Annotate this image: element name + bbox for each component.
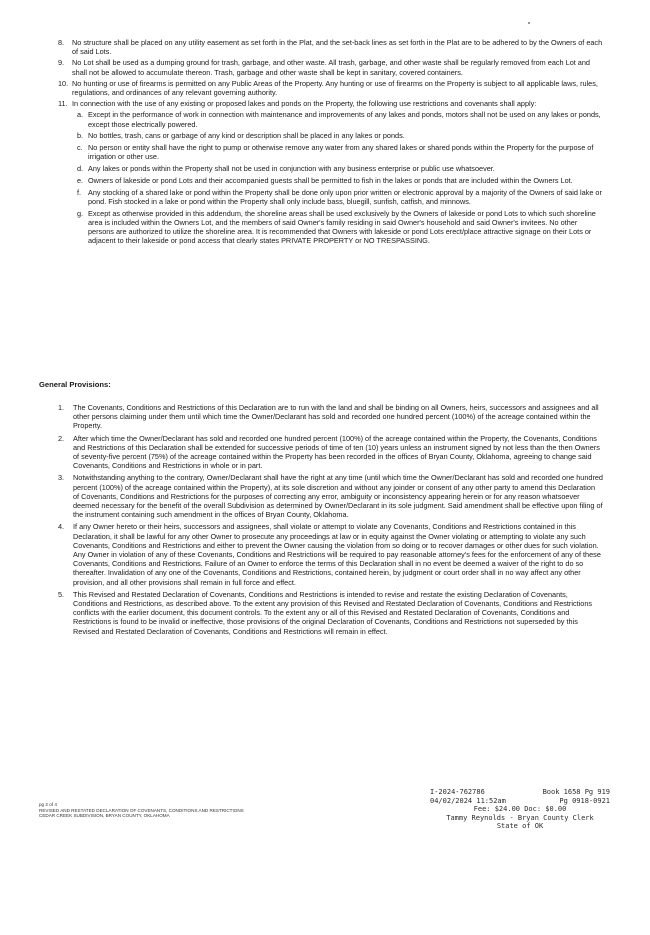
list-item bbox=[58, 522, 603, 586]
item-text: In connection with the use of any existing or proposed lakes and ponds on the Property, the following use restrictions and covenants shall apply: bbox=[72, 99, 537, 109]
item-text: This Revised and Restated Declaration of Covenants, Conditions and Restrictions is intended to revise and restate the existing Declaration of Covenants, Conditions and Restrictions, as described above. To the extent any provision of this Revised and Restated Declaration of Covenants, Conditions and Restrictions conflicts with the earlier document, this document controls. To the extent any or all of this Revised and Restated Declaration of Covenants, Conditions and Restrictions is found to be invalid or ineffective, those provisions of the original Declaration of Covenants, Conditions and Restrictions not superseded by this Revised and Restated Declaration of Covenants, Conditions and Restrictions will remain in effect. bbox=[73, 589, 593, 636]
sub-item-letter: b. bbox=[77, 131, 84, 141]
sub-item-letter: f. bbox=[77, 187, 82, 197]
item-number: 1. bbox=[58, 403, 65, 412]
item-number: 5. bbox=[58, 589, 65, 599]
scan-speck bbox=[528, 22, 530, 24]
item-number: 8. bbox=[58, 38, 65, 47]
state: State of OK bbox=[496, 822, 544, 831]
sublist-item bbox=[72, 164, 603, 173]
sub-item-text: Any lakes or ponds within the Property shall not be used in conjunction with any business enterprise or public use whatsoever. bbox=[88, 164, 495, 174]
sub-item-text: Any stocking of a shared lake or pond within the Property shall be done only upon prior written or electronic approval by a majority of the Owners of said lake or pond. Fish stocked in a lake or pond within the Property shall only include bass, bluegill, sunfish, catfish, and minnows. bbox=[88, 187, 602, 207]
list-item bbox=[58, 99, 603, 245]
page-number: pg 2 of 4 bbox=[39, 802, 57, 807]
item-text: No hunting or use of firearms is permitted on any Public Areas of the Property. Any hunting or use of firearms on the Property is subject to all applicable laws, rules, regulations, and ordinances of any relevant governing authority. bbox=[72, 78, 598, 98]
list-item bbox=[58, 473, 603, 519]
sublist-item bbox=[72, 188, 603, 206]
list-item bbox=[58, 58, 603, 76]
sub-item-letter: e. bbox=[77, 176, 84, 186]
sublist-item bbox=[72, 143, 603, 161]
sub-item-text: No person or entity shall have the right to pump or otherwise remove any water from any shared lakes or shared ponds within the Property for the purpose of irrigation or other use. bbox=[88, 143, 594, 162]
restrictions-list bbox=[58, 38, 603, 248]
sub-item-letter: d. bbox=[77, 164, 84, 174]
list-item bbox=[58, 79, 603, 97]
general-provisions-list bbox=[58, 403, 603, 639]
instrument-number: I-2024-762786 bbox=[430, 788, 485, 796]
item-number: 3. bbox=[58, 473, 65, 483]
sublist-item bbox=[72, 131, 603, 140]
sub-item-text: Owners of lakeside or pond Lots and their accompanied guests shall be permitted to fish in the lakes or ponds that are included within the Owners Lot. bbox=[88, 176, 573, 186]
book-page: Book 1658 Pg 919 bbox=[542, 788, 610, 796]
sub-item-text: No bottles, trash, cans or garbage of any kind or description shall be placed in any lakes or ponds. bbox=[88, 131, 405, 141]
item-number: 2. bbox=[58, 433, 65, 443]
footer-subdivision: CEDAR CREEK SUBDIVISION, BRYAN COUNTY, OKLAHOMA bbox=[39, 813, 170, 819]
sublist-item bbox=[72, 209, 603, 246]
list-item bbox=[58, 434, 603, 471]
item-number: 11. bbox=[58, 99, 68, 109]
list-item bbox=[58, 590, 603, 636]
footer-title: REVISED AND RESTATED DECLARATION OF COVENANTS, CONDITIONS AND RESTRICTIONS bbox=[39, 807, 244, 813]
item-text: The Covenants, Conditions and Restrictions of this Declaration are to run with the land and shall be binding on all Owners, heirs, successors and assignees and all other persons claiming under them until which time the Owner/Declarant has sold and recorded one hundred percent (100%) of the acreage contained within the Property. bbox=[73, 403, 599, 431]
list-item bbox=[58, 38, 603, 56]
sub-item-letter: g. bbox=[77, 208, 84, 218]
page-range: Pg 0918-0921 bbox=[559, 796, 610, 805]
item-number: 4. bbox=[58, 522, 65, 532]
fees: Fee: $24.00 Doc: $0.00 bbox=[473, 805, 567, 814]
recorded-datetime: 04/02/2024 11:52am bbox=[430, 796, 506, 805]
general-provisions-heading: General Provisions: bbox=[39, 380, 111, 389]
sublist-item bbox=[72, 176, 603, 185]
item-text: After which time the Owner/Declarant has sold and recorded one hundred percent (100%) of the acreage contained within the Property, the Covenants, Conditions and Restrictions of this Declaration shall be extended for successive periods of time of ten (10) years unless an instrument signed by not less than the then Owners of seventy-five percent (75%) of the acreage contained within the Property has been recorded in the offices of Bryan County, Oklahoma, agreeing to change said Covenants, Conditions and Restrictions in whole or in part. bbox=[73, 433, 600, 471]
list-item bbox=[58, 403, 603, 431]
item-number: 9. bbox=[58, 58, 65, 68]
sub-item-text: Except as otherwise provided in this addendum, the shoreline areas shall be used exclusively by the Owners of lakeside or pond Lots to which such shoreline area is included within the Owners Lot, and the members of said Owner's family residing in said Owner's household and said Owner's invitees. No other persons are authorized to utilize the shoreline area. It is recommended that Owners with lakeside or pond Lots erect/place attractive signage on their Lots or adjacent to their lakeside or pond access that clearly states PRIVATE PROPERTY or NO TRESPASSING. bbox=[88, 208, 596, 246]
sub-item-text: Except in the performance of work in connection with maintenance and improvements of any lakes and ponds, motors shall not be used on any lakes or ponds, except those electrically powered. bbox=[88, 110, 601, 129]
item-number: 10. bbox=[58, 78, 69, 88]
sub-item-letter: c. bbox=[77, 143, 83, 153]
item-text: Notwithstanding anything to the contrary, Owner/Declarant shall have the right at any time (until which time the Owner/Declarant has sold and recorded one hundred percent (100%) of the acreage contained within the Property), at its sole discretion and without any joinder or consent of any other party to amend this Declaration of Covenants, Conditions and Restrictions for the purposes of correcting any error, ambiguity or inconsistency appearing herein or for any reason whatsoever deemed necessary for the benefit of the overall Subdivision as determined by Owner/Declarant in its sole judgment. Said amendment shall be effective upon filing of the instrument containing such amendment in the offices of Bryan County, Oklahoma. bbox=[73, 473, 603, 520]
item-text: No Lot shall be used as a dumping ground for trash, garbage, and other waste. All trash, garbage, and other waste shall be regularly removed from each Lot and shall not be allowed to accumulate thereon. Trash, garbage and other waste shall be kept in sanitary, covered containers. bbox=[72, 58, 590, 77]
sublist-item bbox=[72, 110, 603, 128]
recording-stamp bbox=[430, 788, 610, 831]
item-text: No structure shall be placed on any utility easement as set forth in the Plat, and the set-back lines as set forth in the Plat are to be adhered to by the Owners of each of said Lots. bbox=[72, 38, 603, 57]
item-text: If any Owner hereto or their heirs, successors and assignees, shall violate or attempt to violate any Covenants, Conditions and Restrictions contained in this Declaration, it shall be lawful for any other Owner to prosecute any proceedings at law or in equity against the Owner violating or attempting to violate any such Covenants, Conditions and Restrictions and either to prevent the Owner causing the violation from so doing or to recover damages or other dues for such violation. Any Owner in violation of any of these Covenants, Conditions and Restrictions will be required to pay reasonable attorney's fees for the enforcement of any of these Covenants, Conditions and Restrictions. Failure of an Owner to enforce the terms of this Declaration shall in no event be deemed a waiver of the right to do so thereafter. Invalidation of any one of the Covenants, Conditions and Restrictions, contained herein, by judgment or court order shall in no way affect any other provision, and all other provisions shall remain in full force and effect. bbox=[73, 522, 601, 587]
county-clerk: Tammy Reynolds - Bryan County Clerk bbox=[446, 813, 594, 822]
page-footer bbox=[39, 802, 244, 819]
sub-item-letter: a. bbox=[77, 110, 84, 120]
lake-restrictions-sublist bbox=[72, 110, 603, 245]
